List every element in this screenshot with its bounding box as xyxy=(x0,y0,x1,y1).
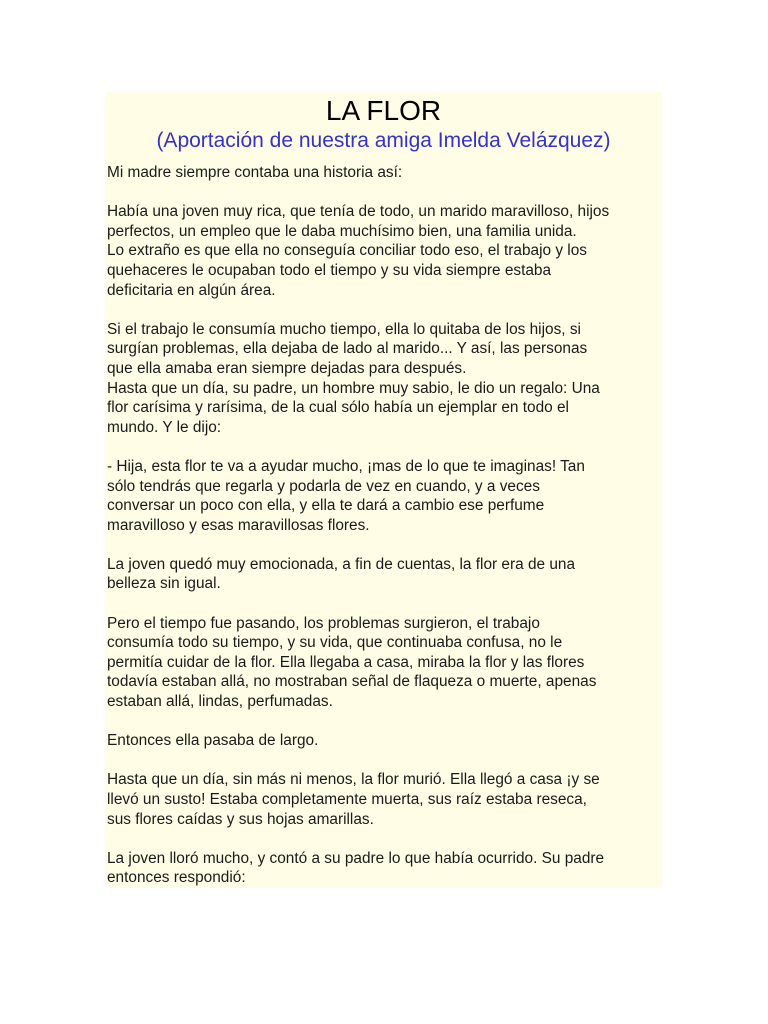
paragraph xyxy=(107,849,662,888)
text-line: flor carísima y rarísima, de la cual sólo había un ejemplar en todo el xyxy=(107,399,569,417)
text-line: permitía cuidar de la flor. Ella llegaba a casa, miraba la flor y las flores xyxy=(107,653,585,671)
text-line: conversar un poco con ella, y ella te dará a cambio ese perfume xyxy=(107,497,545,515)
text-line: Mi madre siempre contaba una historia así: xyxy=(107,164,403,181)
document-body xyxy=(105,154,662,888)
paragraph xyxy=(107,770,662,829)
paragraph xyxy=(107,731,662,751)
text-line: perfectos, un empleo que le daba muchísimo bien, una familia unida. xyxy=(107,222,577,240)
paragraph xyxy=(107,202,662,300)
text-line: belleza sin igual. xyxy=(107,575,221,593)
text-line: Hasta que un día, sin más ni menos, la flor murió. Ella llegó a casa ¡y se xyxy=(107,771,600,789)
text-line: deficitaria en algún área. xyxy=(107,281,276,299)
text-line: todavía estaban allá, no mostraban señal de flaqueza o muerte, apenas xyxy=(107,673,597,691)
text-line: Si el trabajo le consumía mucho tiempo, ella lo quitaba de los hijos, si xyxy=(107,320,581,338)
text-line: Pero el tiempo fue pasando, los problemas surgieron, el trabajo xyxy=(107,614,540,632)
paragraph xyxy=(107,457,662,535)
document-title: LA FLOR xyxy=(325,95,442,126)
text-line: La joven quedó muy emocionada, a fin de cuentas, la flor era de una xyxy=(107,555,576,573)
text-line: mundo. Y le dijo: xyxy=(107,418,222,436)
text-line: Lo extraño es que ella no conseguía conciliar todo eso, el trabajo y los xyxy=(107,242,587,260)
text-line: Había una joven muy rica, que tenía de todo, un marido maravilloso, hijos xyxy=(107,203,610,221)
text-line: maravilloso y esas maravillosas flores. xyxy=(107,516,370,534)
text-line: estaban allá, lindas, perfumadas. xyxy=(107,693,333,711)
paragraph xyxy=(107,163,662,183)
text-line: - Hija, esta flor te va a ayudar mucho, ¡mas de lo que te imaginas! Tan xyxy=(107,457,585,475)
text-line: sólo tendrás que regarla y podarla de vez en cuando, y a veces xyxy=(107,477,540,495)
text-line: sus flores caídas y sus hojas amarillas. xyxy=(107,810,374,828)
text-line: que ella amaba eran siempre dejadas para después. xyxy=(107,359,467,377)
paragraph xyxy=(107,614,662,712)
paragraph xyxy=(107,555,662,594)
document-panel xyxy=(105,92,662,888)
text-line: La joven lloró mucho, y contó a su padre lo que había ocurrido. Su padre xyxy=(107,849,605,867)
text-line: llevó un susto! Estaba completamente muerta, sus raíz estaba reseca, xyxy=(107,791,587,808)
paragraph xyxy=(107,320,662,438)
text-line: surgían problemas, ella dejaba de lado al marido... Y así, las personas xyxy=(107,340,588,358)
text-line: entonces respondió: xyxy=(107,869,246,887)
text-line: quehaceres le ocupaban todo el tiempo y su vida siempre estaba xyxy=(107,261,552,279)
document-subtitle: (Aportación de nuestra amiga Imelda Velázquez) xyxy=(156,129,611,152)
text-line: Hasta que un día, su padre, un hombre muy sabio, le dio un regalo: Una xyxy=(107,379,600,397)
text-line: Entonces ella pasaba de largo. xyxy=(107,732,319,750)
text-line: consumía todo su tiempo, y su vida, que continuaba confusa, no le xyxy=(107,634,563,652)
